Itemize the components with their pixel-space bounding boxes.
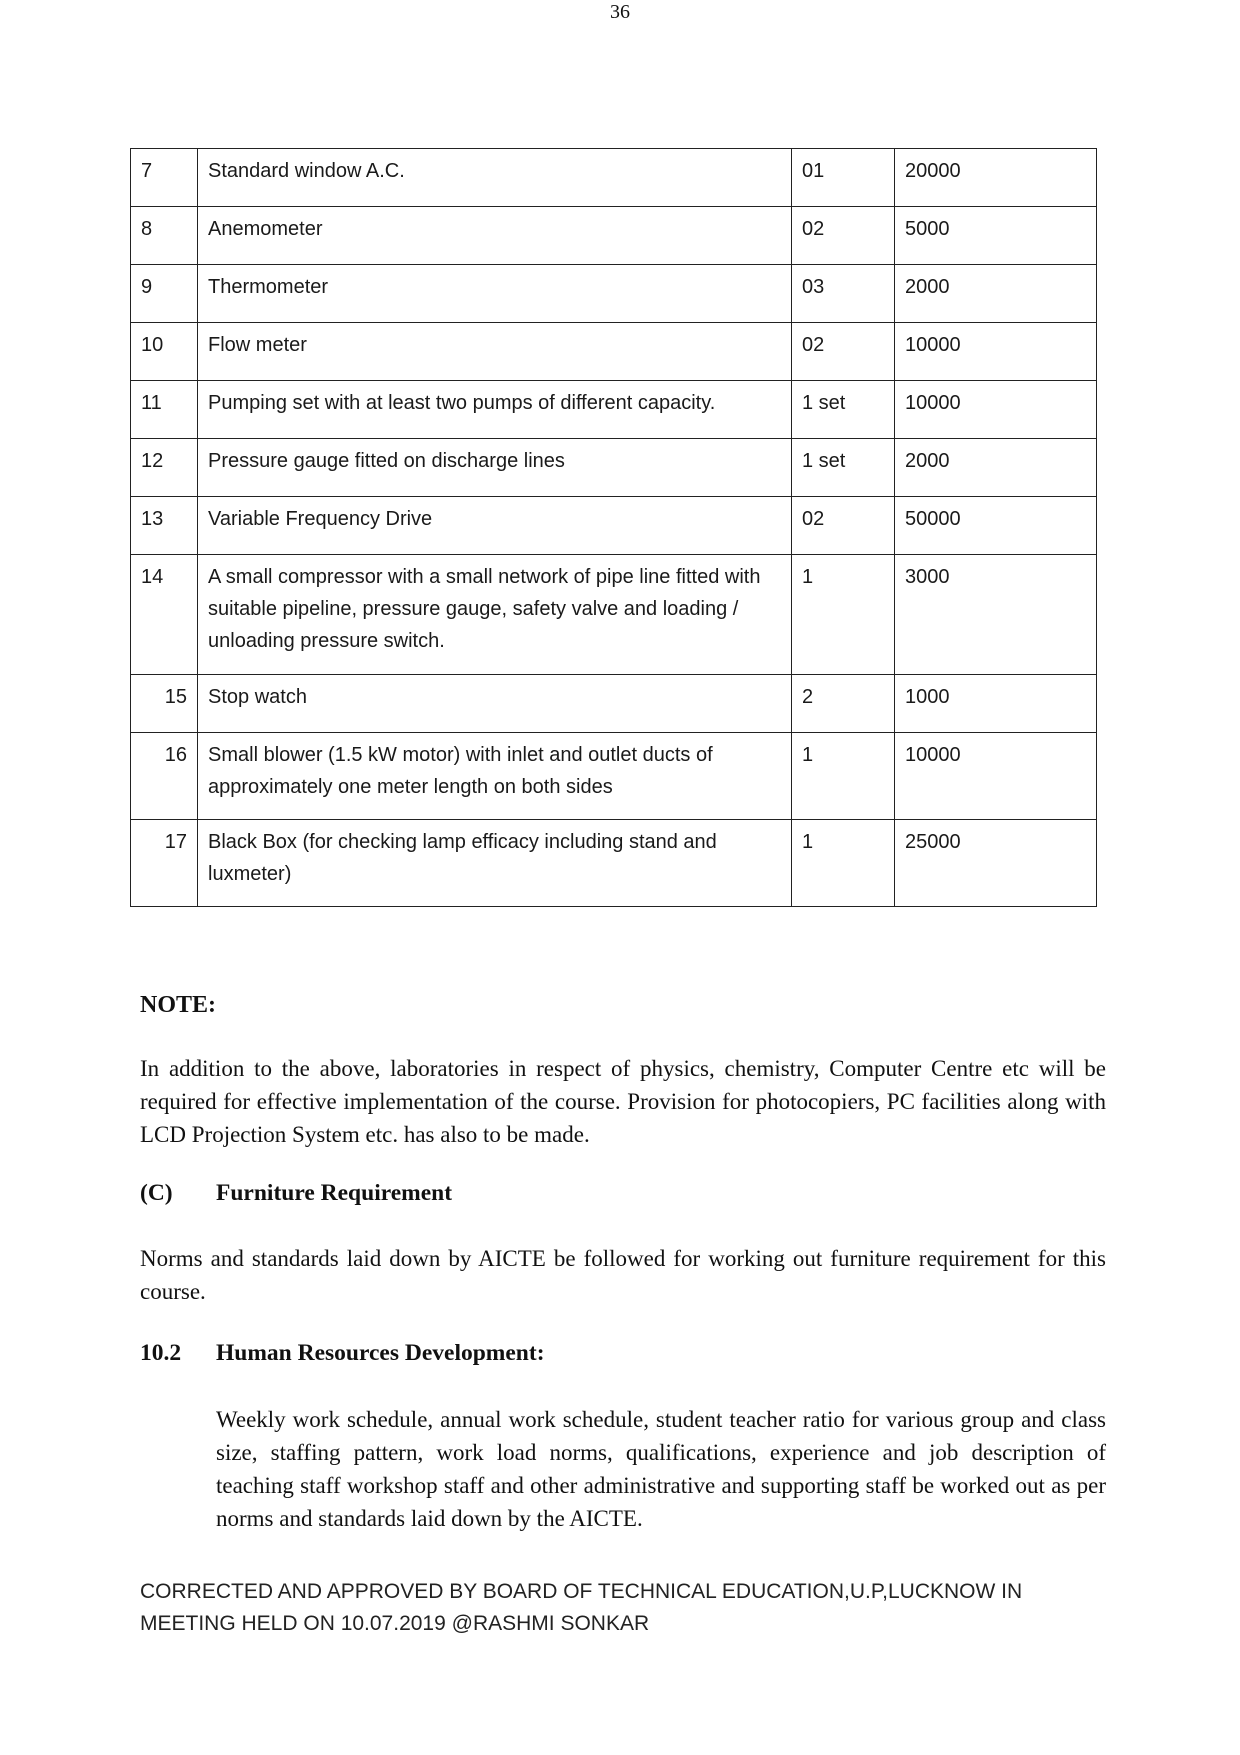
description-cell: Anemometer (198, 207, 792, 265)
quantity-cell: 02 (792, 207, 895, 265)
cost-cell: 20000 (895, 149, 1097, 207)
cost-cell: 50000 (895, 497, 1097, 555)
serial-number-cell: 8 (131, 207, 198, 265)
furniture-paragraph: Norms and standards laid down by AICTE be followed for working out furniture requirement for this course. (140, 1246, 1106, 1304)
serial-number-cell: 16 (131, 733, 198, 820)
quantity-cell: 03 (792, 265, 895, 323)
serial-number-cell: 12 (131, 439, 198, 497)
cost-cell: 10000 (895, 733, 1097, 820)
table-row (131, 439, 1097, 497)
table-row (131, 820, 1097, 907)
cost-cell: 10000 (895, 381, 1097, 439)
table-row (131, 497, 1097, 555)
footer-line-2: MEETING HELD ON 10.07.2019 @RASHMI SONKAR (140, 1612, 650, 1635)
cost-cell: 5000 (895, 207, 1097, 265)
cost-cell: 25000 (895, 820, 1097, 907)
description-cell: A small compressor with a small network of pipe line fitted with suitable pipeline, pressure gauge, safety valve and loading / unloading pressure switch. (198, 555, 792, 675)
cost-cell: 2000 (895, 439, 1097, 497)
serial-number-cell: 17 (131, 820, 198, 907)
hrd-section-title: Human Resources Development: (216, 1340, 545, 1366)
hrd-paragraph: Weekly work schedule, annual work schedule, student teacher ratio for various group and class size, staffing pattern, work load norms, qualifications, experience and job description of teaching staff workshop staff and other administrative and supporting staff be worked out as per norms and standards laid down by the AICTE. (216, 1407, 1106, 1531)
approval-footer (140, 1576, 1022, 1640)
description-cell: Flow meter (198, 323, 792, 381)
quantity-cell: 1 set (792, 381, 895, 439)
quantity-cell: 1 (792, 820, 895, 907)
description-cell: Thermometer (198, 265, 792, 323)
description-cell: Variable Frequency Drive (198, 497, 792, 555)
quantity-cell: 02 (792, 323, 895, 381)
table-row (131, 555, 1097, 675)
equipment-table (130, 148, 1097, 907)
description-cell: Stop watch (198, 675, 792, 733)
quantity-cell: 02 (792, 497, 895, 555)
cost-cell: 2000 (895, 265, 1097, 323)
quantity-cell: 2 (792, 675, 895, 733)
footer-line-1: CORRECTED AND APPROVED BY BOARD OF TECHNICAL EDUCATION,U.P,LUCKNOW IN (140, 1580, 1023, 1603)
serial-number-cell: 11 (131, 381, 198, 439)
serial-number-cell: 10 (131, 323, 198, 381)
quantity-cell: 1 (792, 733, 895, 820)
cost-cell: 1000 (895, 675, 1097, 733)
cost-cell: 10000 (895, 323, 1097, 381)
furniture-section-title: Furniture Requirement (216, 1180, 453, 1206)
description-cell: Small blower (1.5 kW motor) with inlet and outlet ducts of approximately one meter length on both sides (198, 733, 792, 820)
quantity-cell: 1 set (792, 439, 895, 497)
table-row (131, 207, 1097, 265)
table-row (131, 265, 1097, 323)
quantity-cell: 1 (792, 555, 895, 675)
serial-number-cell: 9 (131, 265, 198, 323)
note-paragraph: In addition to the above, laboratories in respect of physics, chemistry, Computer Centre etc will be required for effective implementation of the course. Provision for photocopiers, PC facilities along with LCD Projection System etc. has also to be made. (140, 1056, 1106, 1147)
description-cell: Pressure gauge fitted on discharge lines (198, 439, 792, 497)
description-cell: Standard window A.C. (198, 149, 792, 207)
serial-number-cell: 7 (131, 149, 198, 207)
table-row (131, 323, 1097, 381)
hrd-section-number: 10.2 (140, 1340, 182, 1366)
description-cell: Black Box (for checking lamp efficacy including stand and luxmeter) (198, 820, 792, 907)
description-cell: Pumping set with at least two pumps of different capacity. (198, 381, 792, 439)
note-heading: NOTE: (140, 992, 217, 1018)
serial-number-cell: 13 (131, 497, 198, 555)
table-row (131, 733, 1097, 820)
serial-number-cell: 14 (131, 555, 198, 675)
serial-number-cell: 15 (131, 675, 198, 733)
page-number: 36 (610, 1, 630, 23)
table-row (131, 149, 1097, 207)
quantity-cell: 01 (792, 149, 895, 207)
cost-cell: 3000 (895, 555, 1097, 675)
table-row (131, 381, 1097, 439)
furniture-section-number: (C) (140, 1180, 173, 1206)
table-row (131, 675, 1097, 733)
